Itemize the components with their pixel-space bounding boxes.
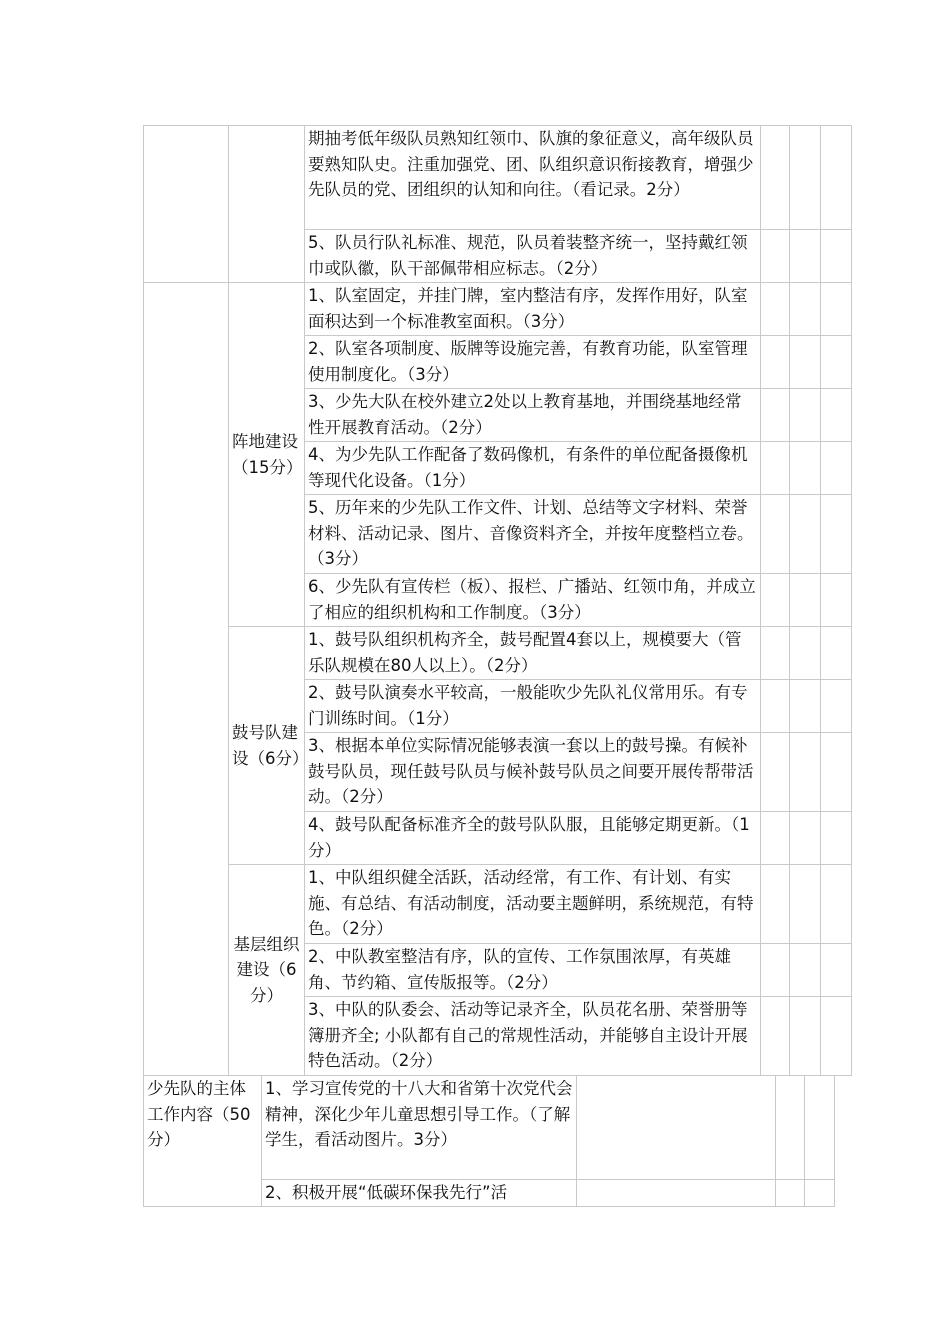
score-cell: [790, 997, 821, 1076]
criterion-cell: 期抽考低年级队员熟知红领巾、队旗的象征意义，高年级队员要熟知队史。注重加强党、团、队组织意识衔接教育，增强少先队员的党、团组织的认知和向往。（看记录。2分）: [305, 126, 761, 230]
criterion-cell: 1、中队组织健全活跃，活动经常，有工作、有计划、有实施、有总结、有活动制度，活动要主题鲜明，系统规范，有特色。（2分）: [305, 865, 761, 944]
criterion-cell: 3、少先大队在校外建立2处以上教育基地，并围绕基地经常性开展教育活动。（2分）: [305, 389, 761, 442]
score-cell: [821, 812, 852, 865]
criterion-cell: 1、鼓号队组织机构齐全，鼓号配置4套以上，规模要大（管乐队规模在80人以上）。（2分）: [305, 627, 761, 680]
score-cell: [761, 680, 790, 733]
evaluation-table-2: [143, 1075, 835, 1207]
score-cell: [790, 574, 821, 627]
score-cell: [821, 680, 852, 733]
criterion-cell: 2、积极开展“低碳环保我先行”活: [262, 1180, 577, 1207]
subcategory-cell: 阵地建设（15分）: [229, 283, 305, 627]
score-cell: [761, 997, 790, 1076]
score-cell: [761, 230, 790, 283]
score-cell: [761, 495, 790, 574]
score-cell: [761, 733, 790, 812]
score-cell: [761, 336, 790, 389]
score-cell: [577, 1076, 776, 1180]
score-cell: [821, 627, 852, 680]
score-cell: [761, 627, 790, 680]
score-cell: [790, 680, 821, 733]
criterion-cell: 2、鼓号队演奏水平较高，一般能吹少先队礼仪常用乐。有专门训练时间。（1分）: [305, 680, 761, 733]
score-cell: [821, 865, 852, 944]
table-row: [144, 1076, 835, 1180]
score-cell: [577, 1180, 776, 1207]
criterion-cell: 4、为少先队工作配备了数码像机，有条件的单位配备摄像机等现代化设备。（1分）: [305, 442, 761, 495]
score-cell: [761, 283, 790, 336]
criterion-cell: 6、少先队有宣传栏（板）、报栏、广播站、红领巾角，并成立了相应的组织机构和工作制度。（3分）: [305, 574, 761, 627]
table-row: [144, 126, 852, 230]
score-cell: [805, 1076, 835, 1180]
score-cell: [761, 389, 790, 442]
score-cell: [790, 627, 821, 680]
score-cell: [821, 389, 852, 442]
score-cell: [790, 812, 821, 865]
score-cell: [821, 495, 852, 574]
evaluation-table-1: [143, 125, 852, 1076]
score-cell: [761, 812, 790, 865]
criterion-cell: 3、根据本单位实际情况能够表演一套以上的鼓号操。有候补鼓号队员，现任鼓号队员与候补鼓号队员之间要开展传帮带活动。（2分）: [305, 733, 761, 812]
subcategory-cell: 基层组织建设（6分）: [229, 865, 305, 1076]
score-cell: [790, 865, 821, 944]
score-cell: [776, 1076, 805, 1180]
score-cell: [790, 733, 821, 812]
score-cell: [790, 336, 821, 389]
score-cell: [776, 1180, 805, 1207]
score-cell: [761, 574, 790, 627]
category-cell: 少先队的主体工作内容（50分）: [144, 1076, 262, 1207]
score-cell: [821, 997, 852, 1076]
table-row: [144, 283, 852, 336]
score-cell: [790, 389, 821, 442]
score-cell: [805, 1180, 835, 1207]
criterion-cell: 1、队室固定，并挂门牌，室内整洁有序，发挥作用好，队室面积达到一个标准教室面积。（3分）: [305, 283, 761, 336]
score-cell: [821, 126, 852, 230]
criterion-cell: 3、中队的队委会、活动等记录齐全，队员花名册、荣誉册等簿册齐全; 小队都有自己的常规性活动，并能够自主设计开展特色活动。（2分）: [305, 997, 761, 1076]
score-cell: [761, 865, 790, 944]
score-cell: [821, 944, 852, 997]
score-cell: [761, 442, 790, 495]
score-cell: [790, 283, 821, 336]
score-cell: [790, 230, 821, 283]
criterion-cell: 4、鼓号队配备标准齐全的鼓号队队服，且能够定期更新。（1分）: [305, 812, 761, 865]
table-row: [144, 865, 852, 944]
subcategory-cell-empty: [229, 126, 305, 283]
category-cell-empty: [144, 126, 229, 283]
score-cell: [761, 126, 790, 230]
table-row: [144, 627, 852, 680]
score-cell: [821, 230, 852, 283]
score-cell: [821, 283, 852, 336]
score-cell: [761, 944, 790, 997]
criterion-cell: 1、学习宣传党的十八大和省第十次党代会精神，深化少年儿童思想引导工作。（了解学生，看活动图片。3分）: [262, 1076, 577, 1180]
score-cell: [790, 126, 821, 230]
subcategory-cell: 鼓号队建设（6分）: [229, 627, 305, 865]
criterion-cell: 2、中队教室整洁有序，队的宣传、工作氛围浓厚，有英雄角、节约箱、宣传版报等。（2分）: [305, 944, 761, 997]
criterion-cell: 2、队室各项制度、版牌等设施完善，有教育功能，队室管理使用制度化。（3分）: [305, 336, 761, 389]
score-cell: [821, 574, 852, 627]
score-cell: [821, 336, 852, 389]
criterion-cell: 5、历年来的少先队工作文件、计划、总结等文字材料、荣誉材料、活动记录、图片、音像资料齐全，并按年度整档立卷。（3分）: [305, 495, 761, 574]
score-cell: [790, 495, 821, 574]
score-cell: [790, 442, 821, 495]
criterion-cell: 5、队员行队礼标准、规范，队员着装整齐统一，坚持戴红领巾或队徽，队干部佩带相应标志。（2分）: [305, 230, 761, 283]
score-cell: [821, 442, 852, 495]
score-cell: [790, 944, 821, 997]
score-cell: [821, 733, 852, 812]
category-cell-empty: [144, 283, 229, 1076]
